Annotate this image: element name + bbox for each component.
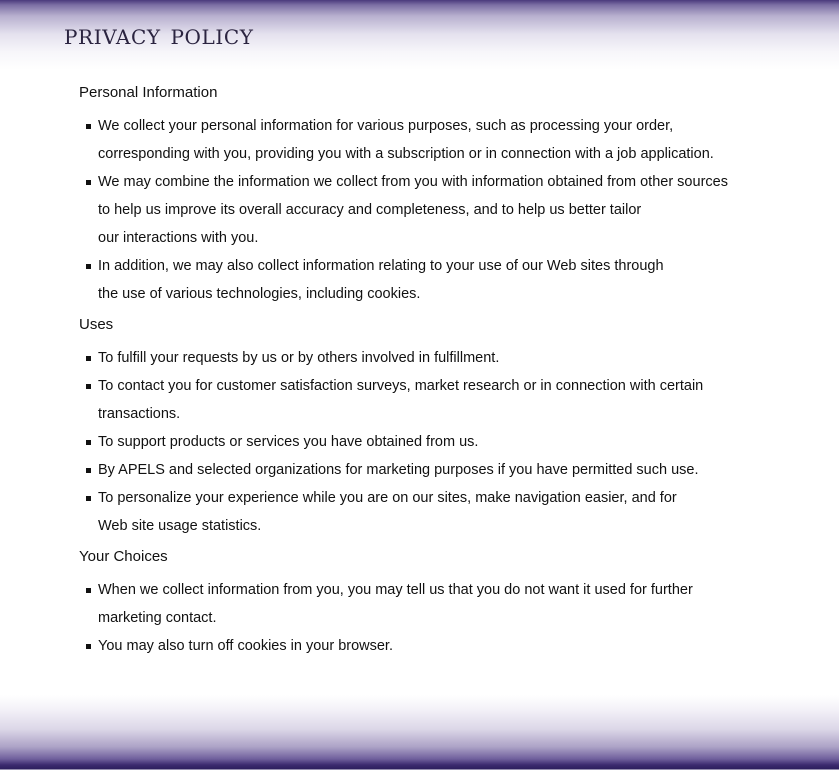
list-item	[98, 428, 779, 456]
list-item	[98, 344, 779, 372]
list-item-text: We collect your personal information for various purposes, such as processing your order,	[98, 118, 674, 134]
section-heading-personal-information: Personal Information	[79, 84, 218, 101]
list-item-text: We may combine the information we collect from you with information obtained from other sources	[98, 174, 728, 190]
list-item-text: In addition, we may also collect information relating to your use of our Web sites through	[98, 258, 664, 274]
list-item-text: You may also turn off cookies in your browser.	[98, 638, 393, 654]
list-item	[98, 456, 779, 484]
list-item-text: To contact you for customer satisfaction surveys, market research or in connection with certain	[98, 378, 704, 394]
list-item	[98, 112, 779, 168]
list-item	[98, 372, 779, 428]
list-item-text: marketing contact.	[98, 610, 217, 626]
list-item-text: corresponding with you, providing you with a subscription or in connection with a job application.	[98, 146, 714, 162]
uses-list	[79, 344, 779, 540]
list-item-text: By APELS and selected organizations for marketing purposes if you have permitted such use.	[98, 462, 699, 478]
list-item-text: When we collect information from you, you may tell us that you do not want it used for further	[98, 582, 693, 598]
section-heading-your-choices: Your Choices	[79, 548, 168, 565]
policy-content	[79, 82, 779, 666]
section-heading-uses: Uses	[79, 316, 114, 333]
list-item-text: the use of various technologies, including cookies.	[98, 286, 421, 302]
list-item-text: transactions.	[98, 406, 181, 422]
list-item	[98, 632, 779, 660]
footer-banner	[0, 695, 839, 773]
list-item	[98, 252, 779, 308]
list-item	[98, 576, 779, 632]
list-item-text: To support products or services you have obtained from us.	[98, 434, 479, 450]
list-item-text: our interactions with you.	[98, 230, 259, 246]
personal-information-list	[79, 112, 779, 308]
list-item-text: To personalize your experience while you are on our sites, make navigation easier, and for	[98, 490, 677, 506]
list-item-text: Web site usage statistics.	[98, 518, 262, 534]
your-choices-list	[79, 576, 779, 660]
list-item	[98, 484, 779, 540]
list-item-text: to help us improve its overall accuracy and completeness, and to help us better tailor	[98, 202, 642, 218]
list-item	[98, 168, 779, 252]
page-title: privacy policy	[64, 17, 254, 51]
list-item-text: To fulfill your requests by us or by others involved in fulfillment.	[98, 350, 500, 366]
